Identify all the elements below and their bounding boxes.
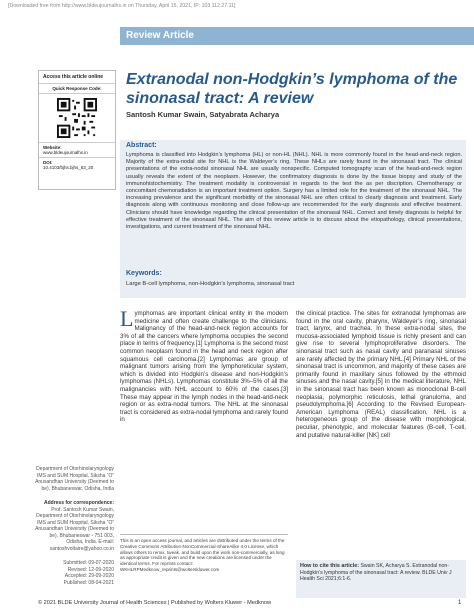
keywords-text: Large B-cell lymphoma, non-Hodgkin’s lymphoma, sinonasal tract: [126, 281, 295, 287]
citation-heading: How to cite this article:: [300, 563, 360, 569]
department-text: Department of Otorhinolaryngology IMS and SUM Hospital, Siksha “O” Anusandhan University (Deemed to be), Bhubaneswar, Odisha, India: [35, 466, 114, 492]
body-column-right: [296, 310, 466, 439]
access-online-box: [38, 70, 116, 190]
citation-text: Swain SK, Acharya S. Extranodal non-Hodgkin’s lymphoma of the sinonasal tract: A review. BLDE Univ J Health Sci 2021;6:1-6.: [300, 563, 452, 583]
doi-link[interactable]: 10.4103/bjhs.bjhs_63_20: [43, 165, 94, 170]
website-section: [39, 142, 115, 157]
article-type-label: Review Article: [126, 30, 194, 41]
article-authors: Santosh Kumar Swain, Satyabrata Acharya: [126, 110, 280, 119]
doi-label: DOI:: [43, 160, 53, 165]
doi-section: [39, 157, 115, 172]
article-title: Extranodal non-Hodgkin’s lymphoma of the sinonasal tract: A review: [126, 71, 458, 107]
date-accepted: Accepted: 29-09-2020: [64, 573, 114, 579]
date-revised: Revised: 12-09-2020: [67, 566, 114, 573]
affiliation-block: [34, 466, 114, 586]
access-title: Access this article online: [39, 71, 115, 84]
website-label: Website:: [43, 145, 62, 150]
date-published: Published: 08-04-2021: [63, 579, 114, 586]
body-text-right: the clinical practice. The sites for extranodal lymphomas are found in the oral cavity, pharynx, Waldeyer’s ring, sinonasal tract, larynx, and trachea. In these extra-nodal sites, the mucosa-associated lymphoid tissue is richly present and can give rise to several lymphoproliferative disorders. The sinonasal tract such as nasal cavity and paranasal sinuses are rarely affected by the primary NHL.[4] Primary NHL of the sinonasal tract is uncommon, and majority of these cases are primarily found in maxillary sinus followed by the ethmoid sinuses and the nasal cavity.[5] In the medical literature, NHL in the sinonasal tract has been known as monoclonal B-cell neoplasia, polymorphic reticulosis, lethal granuloma, and pseudolymphoma.[6] According to the Revised European-American Lymphoma (REAL) classification, NHL is a heterogeneous group of the disease with morphological, peculiar, phenotypic, and molecular features (B-cell, T-cell, and putative natural-killer [NK] cell: [296, 310, 466, 439]
footer-copyright: © 2021 BLDE University Journal of Health Sciences | Published by Wolters Kluwer - Medknow: [38, 600, 272, 606]
keywords-box: [120, 268, 466, 298]
qr-code-icon[interactable]: [57, 98, 97, 138]
qr-label: Quick Response Code:: [39, 84, 115, 94]
abstract-heading: Abstract:: [126, 142, 157, 149]
correspondence-text: Prof. Santosh Kumar Swain, Department of Otorhinolaryngology IMS and SUM Hospital, Siksha “O” Anusandhan University (Deemed to be), Bhubaneswar - 751 003, Odisha, India. E-mail: santoshvoltaire@yahoo.co.in: [35, 506, 114, 552]
abstract-text: Lymphoma is classified into Hodgkin’s lymphoma (HL) or non-HL (NHL). NHL is more commonly found in the head-and-neck region. Majority of the extra-nodal site for NHL is the Waldeyer’s ring. These NHLs are rarely found in the sinonasal tract. The clinical presentations of the extra-nodal sinonasal NHL are usually nonspecific. Computed tomography scan of the head-and-neck region usually reveals the extent of the neoplasm. However, the confirmatory diagnosis is done by the tissue biopsy and study of the immunohistochemistry. The treatment modality is controversial in regards to the test the as per discription. Chemotherapy or concomitant chemoradiation is an important treatment option. Surgery has a limited role for the treatment of the sinonasal NHL. The increasing prevalence and the significant morbidity of the sinonasal NHL are often critical to clearly diagnosis and treatment. Early diagnosis along with continuous monitoring and close follow-up are recommended for the early diagnosis and effective treatment. Clinicians should have knowledge regarding the clinical presentation of the sinonasal NHL. Correct and timely diagnosis is helpful for effective treatment of the sinonasal NHL. The aim of this review article is to discuss about the etiopathology, clinical presentations, investigations, and current treatment of the sinonasal NHL.: [126, 152, 462, 231]
keywords-heading: Keywords:: [126, 270, 162, 277]
citation-box: [296, 560, 466, 598]
drop-cap: L: [120, 306, 134, 331]
page-number: 1: [458, 600, 462, 606]
license-text: This is an open access journal, and articles are distributed under the terms of the Creative Commons Attribution-NonCommercial-ShareAlike 4.0 License, which allows others to remix, tweak, and build upon the work non-commercially, as long as appropriate credit is given and the new creations are licensed under the identical terms. For reprints contact: WKHLRPMedknow_reprints@wolterskluwer.com: [120, 534, 288, 573]
article-type-banner: [120, 27, 474, 45]
download-note: [Downloaded free from http://www.bldeujournalhs.in on Thursday, April 15, 2021, IP: 103.112.27.11]: [8, 3, 236, 9]
correspondence-label: Address for correspondence:: [43, 500, 114, 506]
body-text-left: ymphomas are important clinical entity in the modern medicine and often create challenge to the clinicians. Malignancy of the head-and-neck region accounts for 3% of all the cancers where lymphoma occupies the second place in terms of frequency.[1] Lymphoma is the second most common neoplasm found in the head and neck region after squamous cell carcinoma.[2] Lymphomas are group of malignant tumors arising from the lymphoreticular system, which is divided into Hodgkin’s disease and non-Hodgkin’s lymphomas (NHLs). Lymphomas constitute 3%–5% of all the malignancies with NHL account to 60% of the cases.[3] These may appear in the lymph nodes in the head-and-neck region or as extra-nodal tumors. The NHL at the sinonasal tract is considered as extra-nodal lymphoma and rarely found in: [120, 310, 288, 424]
date-submitted: Submitted: 09-07-2020: [63, 560, 114, 566]
body-column-left: [120, 306, 288, 424]
website-link[interactable]: www.bldeujournalhs.in: [43, 150, 88, 155]
